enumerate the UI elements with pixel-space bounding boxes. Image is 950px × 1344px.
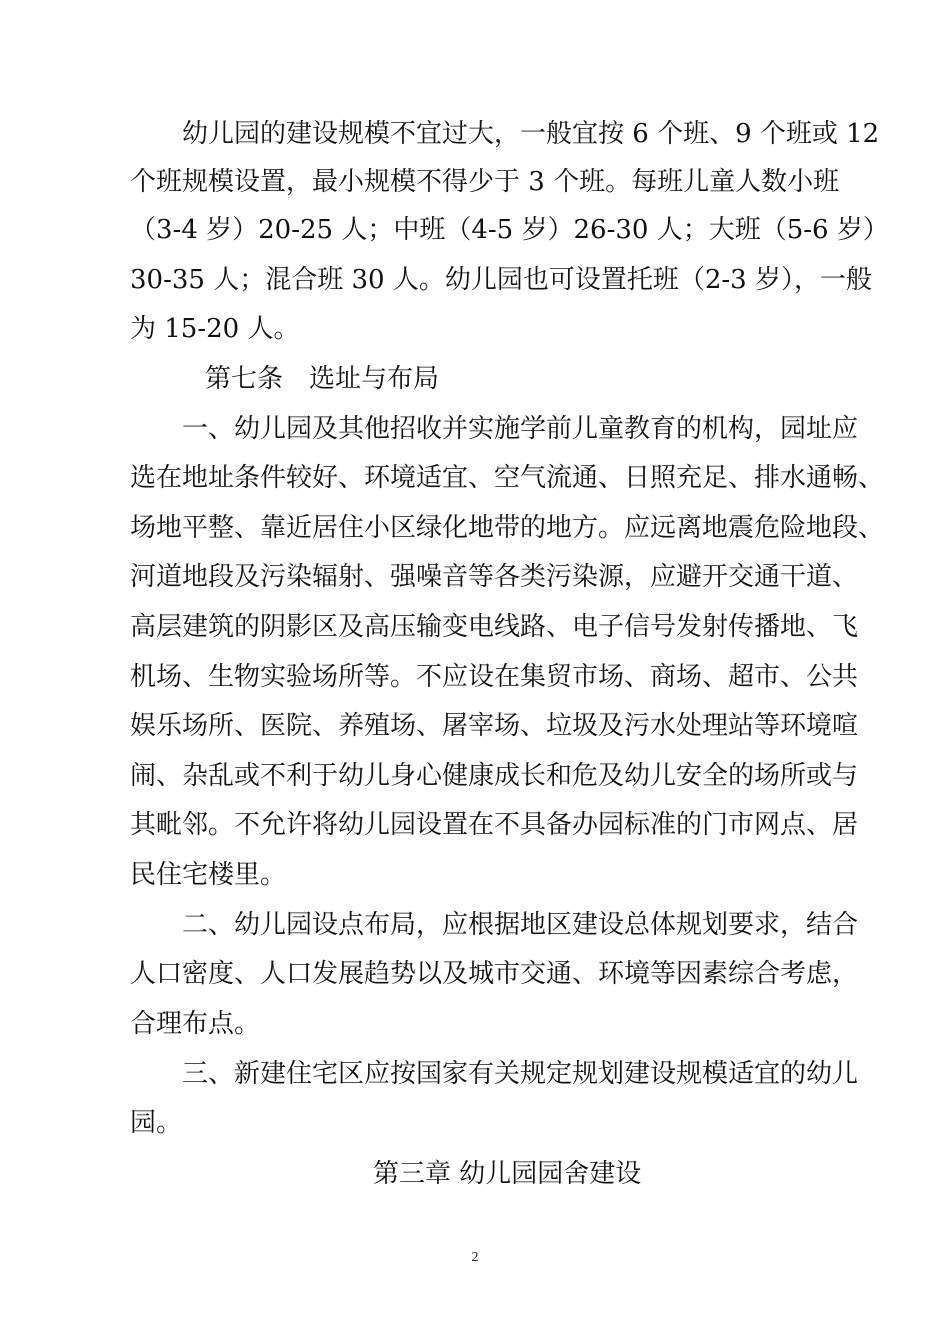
paragraph-line: 为 15-20 人。 [130, 314, 300, 344]
chapter-heading: 第三章 幼儿园园舍建设 [373, 1159, 642, 1189]
paragraph-line: 河道地段及污染辐射、强噪音等各类污染源，应避开交通干道、 [130, 562, 859, 592]
paragraph-line: 一、幼儿园及其他招收并实施学前儿童教育的机构，园址应 [182, 414, 859, 444]
paragraph-line: 人口密度、人口发展趋势以及城市交通、环境等因素综合考虑， [130, 959, 859, 989]
paragraph-line: 30-35 人；混合班 30 人。幼儿园也可设置托班（2-3 岁），一般 [130, 265, 872, 295]
page-number: 2 [471, 1250, 479, 1265]
paragraph-line: 娱乐场所、医院、养殖场、屠宰场、垃圾及污水处理站等环境喧 [130, 711, 859, 741]
paragraph-line: 民住宅楼里。 [130, 860, 287, 890]
paragraph-line: 个班规模设置，最小规模不得少于 3 个班。每班儿童人数小班 [130, 167, 840, 197]
paragraph-line: 幼儿园的建设规模不宜过大，一般宜按 6 个班、9 个班或 12 [182, 119, 880, 149]
paragraph-line: 场地平整、靠近居住小区绿化地带的地方。应远离地震危险地段、 [130, 513, 885, 543]
paragraph-line: 高层建筑的阴影区及高压输变电线路、电子信号发射传播地、飞 [130, 612, 859, 642]
paragraph-line: 三、新建住宅区应按国家有关规定规划建设规模适宜的幼儿 [182, 1059, 859, 1089]
paragraph-line: 选在地址条件较好、环境适宜、空气流通、日照充足、排水通畅、 [130, 463, 885, 493]
paragraph-line: （3-4 岁）20-25 人；中班（4-5 岁）26-30 人；大班（5-6 岁） [130, 215, 889, 245]
article-heading: 第七条 选址与布局 [205, 364, 440, 394]
paragraph-line: 合理布点。 [130, 1009, 261, 1039]
paragraph-line: 机场、生物实验场所等。不应设在集贸市场、商场、超市、公共 [130, 662, 859, 692]
paragraph-line: 二、幼儿园设点布局，应根据地区建设总体规划要求，结合 [182, 910, 859, 940]
paragraph-line: 闹、杂乱或不利于幼儿身心健康成长和危及幼儿安全的场所或与 [130, 761, 859, 791]
paragraph-line: 其毗邻。不允许将幼儿园设置在不具备办园标准的门市网点、居 [130, 810, 859, 840]
paragraph-line: 园。 [130, 1108, 183, 1138]
